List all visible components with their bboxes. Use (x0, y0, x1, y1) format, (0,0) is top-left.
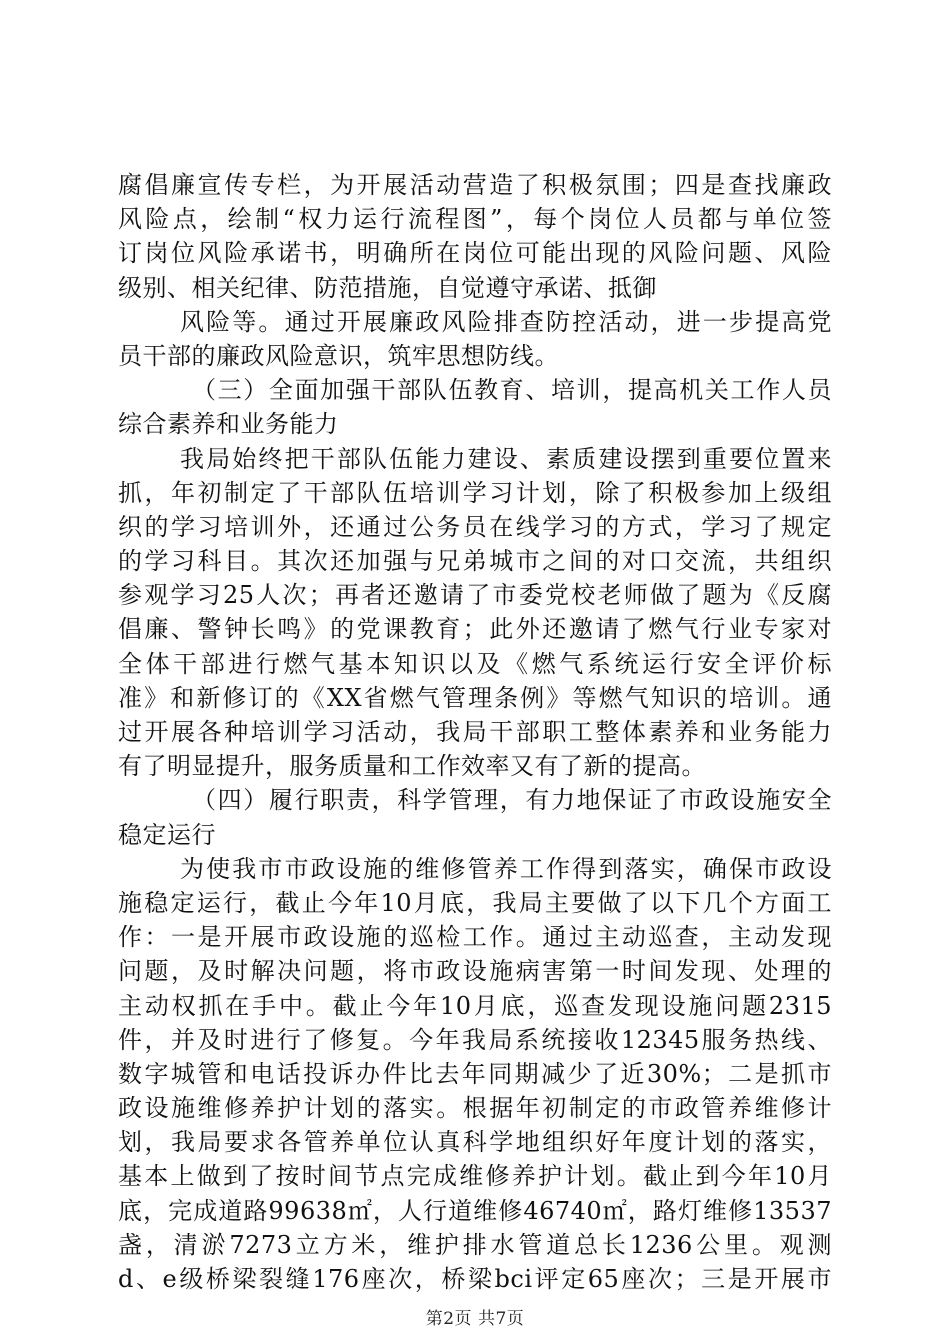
text-line: 主动权抓在手中。截止今年10月底，巡查发现设施问题2315 (118, 991, 832, 1020)
text-line: 有了明显提升，服务质量和工作效率又有了新的提高。 (118, 752, 706, 781)
text-line: 抓，年初制定了干部队伍培训学习计划，除了积极参加上级组 (118, 478, 832, 507)
text-line: d、e级桥梁裂缝176座次，桥梁bci评定65座次；三是开展市 (118, 1265, 832, 1293)
page-number-footer: 第2页 共7页 (425, 1309, 525, 1329)
section-heading: （四）履行职责，科学管理，有力地保证了市政设施安全 (192, 786, 832, 815)
section-heading: （三）全面加强干部队伍教育、培训，提高机关工作人员 (192, 376, 832, 405)
section-heading: 稳定运行 (118, 820, 216, 849)
text-line: 作：一是开展市政设施的巡检工作。通过主动巡查，主动发现 (118, 923, 832, 952)
text-line: 数字城管和电话投诉办件比去年同期减少了近30%；二是抓市 (118, 1059, 832, 1088)
text-line: 的学习科目。其次还加强与兄弟城市之间的对口交流，共组织 (118, 547, 832, 576)
text-line: 政设施维修养护计划的落实。根据年初制定的市政管养维修计 (118, 1094, 832, 1123)
text-line: 员干部的廉政风险意识，筑牢思想防线。 (118, 341, 559, 370)
text-line: 盏，清淤7273立方米，维护排水管道总长1236公里。观测 (118, 1230, 832, 1259)
document-body (118, 168, 832, 1296)
text-line: 倡廉、警钟长鸣》的党课教育；此外还邀请了燃气行业专家对 (118, 615, 832, 644)
text-line: 级别、相关纪律、防范措施，自觉遵守承诺、抵御 (118, 273, 657, 302)
text-line: 施稳定运行，截止今年10月底，我局主要做了以下几个方面工 (118, 888, 832, 917)
text-line: 订岗位风险承诺书，明确所在岗位可能出现的风险问题、风险 (118, 239, 832, 268)
text-line: 风险等。通过开展廉政风险排查防控活动，进一步提高党 (180, 307, 832, 336)
section-heading: 综合素养和业务能力 (118, 410, 339, 439)
text-line: 风险点，绘制“权力运行流程图”，每个岗位人员都与单位签 (118, 205, 832, 234)
text-line: 全体干部进行燃气基本知识以及《燃气系统运行安全评价标 (118, 649, 832, 678)
text-line: 基本上做到了按时间节点完成维修养护计划。截止到今年10月 (118, 1162, 832, 1191)
text-line: 划，我局要求各管养单位认真科学地组织好年度计划的落实， (118, 1128, 832, 1157)
text-line: 件，并及时进行了修复。今年我局系统接收12345服务热线、 (118, 1025, 832, 1054)
text-line: 过开展各种培训学习活动，我局干部职工整体素养和业务能力 (118, 718, 832, 746)
text-line: 问题，及时解决问题，将市政设施病害第一时间发现、处理的 (118, 957, 832, 986)
text-line: 参观学习25人次；再者还邀请了市委党校老师做了题为《反腐 (118, 581, 832, 610)
text-line: 织的学习培训外，还通过公务员在线学习的方式，学习了规定 (118, 512, 832, 541)
text-line: 我局始终把干部队伍能力建设、素质建设摆到重要位置来 (180, 444, 832, 473)
text-line: 底，完成道路99638㎡，人行道维修46740㎡，路灯维修13537 (118, 1196, 832, 1225)
text-line: 为使我市市政设施的维修管养工作得到落实，确保市政设 (180, 854, 832, 883)
text-line: 腐倡廉宣传专栏，为开展活动营造了积极氛围；四是查找廉政 (118, 171, 832, 199)
text-line: 准》和新修订的《XX省燃气管理条例》等燃气知识的培训。通 (118, 683, 832, 712)
